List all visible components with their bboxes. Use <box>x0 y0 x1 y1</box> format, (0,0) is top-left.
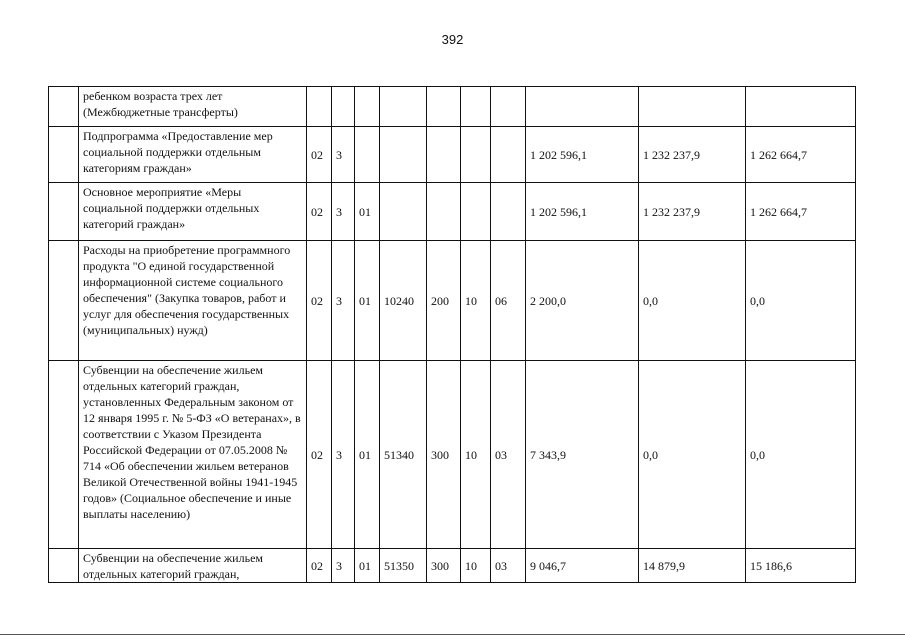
description-cell: Субвенции на обеспечение жильем отдельных категорий граждан, <box>79 549 307 583</box>
amount-year-1-cell <box>526 87 639 127</box>
amount-year-1-cell: 9 046,7 <box>526 549 639 583</box>
row-index-cell <box>49 183 79 241</box>
program-code-cell: 02 <box>307 361 332 549</box>
subprogram-code-cell: 3 <box>332 549 355 583</box>
measure-code-cell: 01 <box>355 183 380 241</box>
section-cell: 10 <box>461 361 491 549</box>
amount-year-3-cell: 0,0 <box>746 361 856 549</box>
page-number: 392 <box>441 32 464 47</box>
amount-year-2-cell: 0,0 <box>639 241 746 361</box>
table-body <box>49 87 856 583</box>
expense-type-cell: 300 <box>427 549 461 583</box>
measure-code-cell: 01 <box>355 361 380 549</box>
table-row <box>49 361 856 549</box>
amount-year-2-cell <box>639 87 746 127</box>
section-cell <box>461 127 491 183</box>
amount-year-1-cell: 1 202 596,1 <box>526 183 639 241</box>
amount-year-3-cell <box>746 87 856 127</box>
amount-year-3-cell: 0,0 <box>746 241 856 361</box>
section-cell <box>461 183 491 241</box>
amount-year-1-cell: 2 200,0 <box>526 241 639 361</box>
direction-code-cell: 10240 <box>380 241 427 361</box>
row-index-cell <box>49 127 79 183</box>
measure-code-cell <box>355 87 380 127</box>
budget-table <box>48 86 856 583</box>
program-code-cell: 02 <box>307 183 332 241</box>
amount-year-2-cell: 14 879,9 <box>639 549 746 583</box>
subprogram-code-cell <box>332 87 355 127</box>
subsection-cell: 03 <box>491 361 526 549</box>
program-code-cell: 02 <box>307 241 332 361</box>
subprogram-code-cell: 3 <box>332 361 355 549</box>
description-cell: Субвенции на обеспечение жильем отдельных категорий граждан, установленных Федеральным законом от 12 января 1995 г. № 5-ФЗ «О ветеранах», в соответствии с Указом Президента Российской Федерации от 07.05.2008 № 714 «Об обеспечении жильем ветеранов Великой Отечественной войны 1941-1945 годов» (Социальное обеспечение и иные выплаты населению) <box>79 361 307 549</box>
row-index-cell <box>49 87 79 127</box>
expense-type-cell <box>427 127 461 183</box>
direction-code-cell: 51350 <box>380 549 427 583</box>
measure-code-cell: 01 <box>355 241 380 361</box>
program-code-cell <box>307 87 332 127</box>
description-cell: Основное мероприятие «Меры социальной поддержки отдельных категорий граждан» <box>79 183 307 241</box>
subsection-cell <box>491 127 526 183</box>
direction-code-cell: 51340 <box>380 361 427 549</box>
expense-type-cell: 300 <box>427 361 461 549</box>
direction-code-cell <box>380 87 427 127</box>
amount-year-2-cell: 1 232 237,9 <box>639 183 746 241</box>
row-index-cell <box>49 549 79 583</box>
table-row <box>49 127 856 183</box>
row-index-cell <box>49 361 79 549</box>
table-row <box>49 549 856 583</box>
expense-type-cell <box>427 183 461 241</box>
section-cell <box>461 87 491 127</box>
amount-year-2-cell: 0,0 <box>639 361 746 549</box>
amount-year-1-cell: 7 343,9 <box>526 361 639 549</box>
amount-year-3-cell: 15 186,6 <box>746 549 856 583</box>
subprogram-code-cell: 3 <box>332 127 355 183</box>
expense-type-cell: 200 <box>427 241 461 361</box>
section-cell: 10 <box>461 549 491 583</box>
page-bottom-border <box>0 634 905 635</box>
subsection-cell <box>491 183 526 241</box>
measure-code-cell: 01 <box>355 549 380 583</box>
measure-code-cell <box>355 127 380 183</box>
subsection-cell: 03 <box>491 549 526 583</box>
row-index-cell <box>49 241 79 361</box>
table-row <box>49 183 856 241</box>
description-cell: Расходы на приобретение программного продукта "О единой государственной информационной системе социального обеспечения" (Закупка товаров, работ и услуг для обеспечения государственных (муниципальных) нужд) <box>79 241 307 361</box>
description-cell: Подпрограмма «Предоставление мер социальной поддержки отдельным категориям граждан» <box>79 127 307 183</box>
amount-year-1-cell: 1 202 596,1 <box>526 127 639 183</box>
direction-code-cell <box>380 183 427 241</box>
subsection-cell: 06 <box>491 241 526 361</box>
table-row <box>49 87 856 127</box>
amount-year-3-cell: 1 262 664,7 <box>746 127 856 183</box>
program-code-cell: 02 <box>307 549 332 583</box>
description-cell: ребенком возраста трех лет (Межбюджетные трансферты) <box>79 87 307 127</box>
direction-code-cell <box>380 127 427 183</box>
program-code-cell: 02 <box>307 127 332 183</box>
expense-type-cell <box>427 87 461 127</box>
table-row <box>49 241 856 361</box>
subsection-cell <box>491 87 526 127</box>
subprogram-code-cell: 3 <box>332 241 355 361</box>
amount-year-2-cell: 1 232 237,9 <box>639 127 746 183</box>
amount-year-3-cell: 1 262 664,7 <box>746 183 856 241</box>
section-cell: 10 <box>461 241 491 361</box>
subprogram-code-cell: 3 <box>332 183 355 241</box>
